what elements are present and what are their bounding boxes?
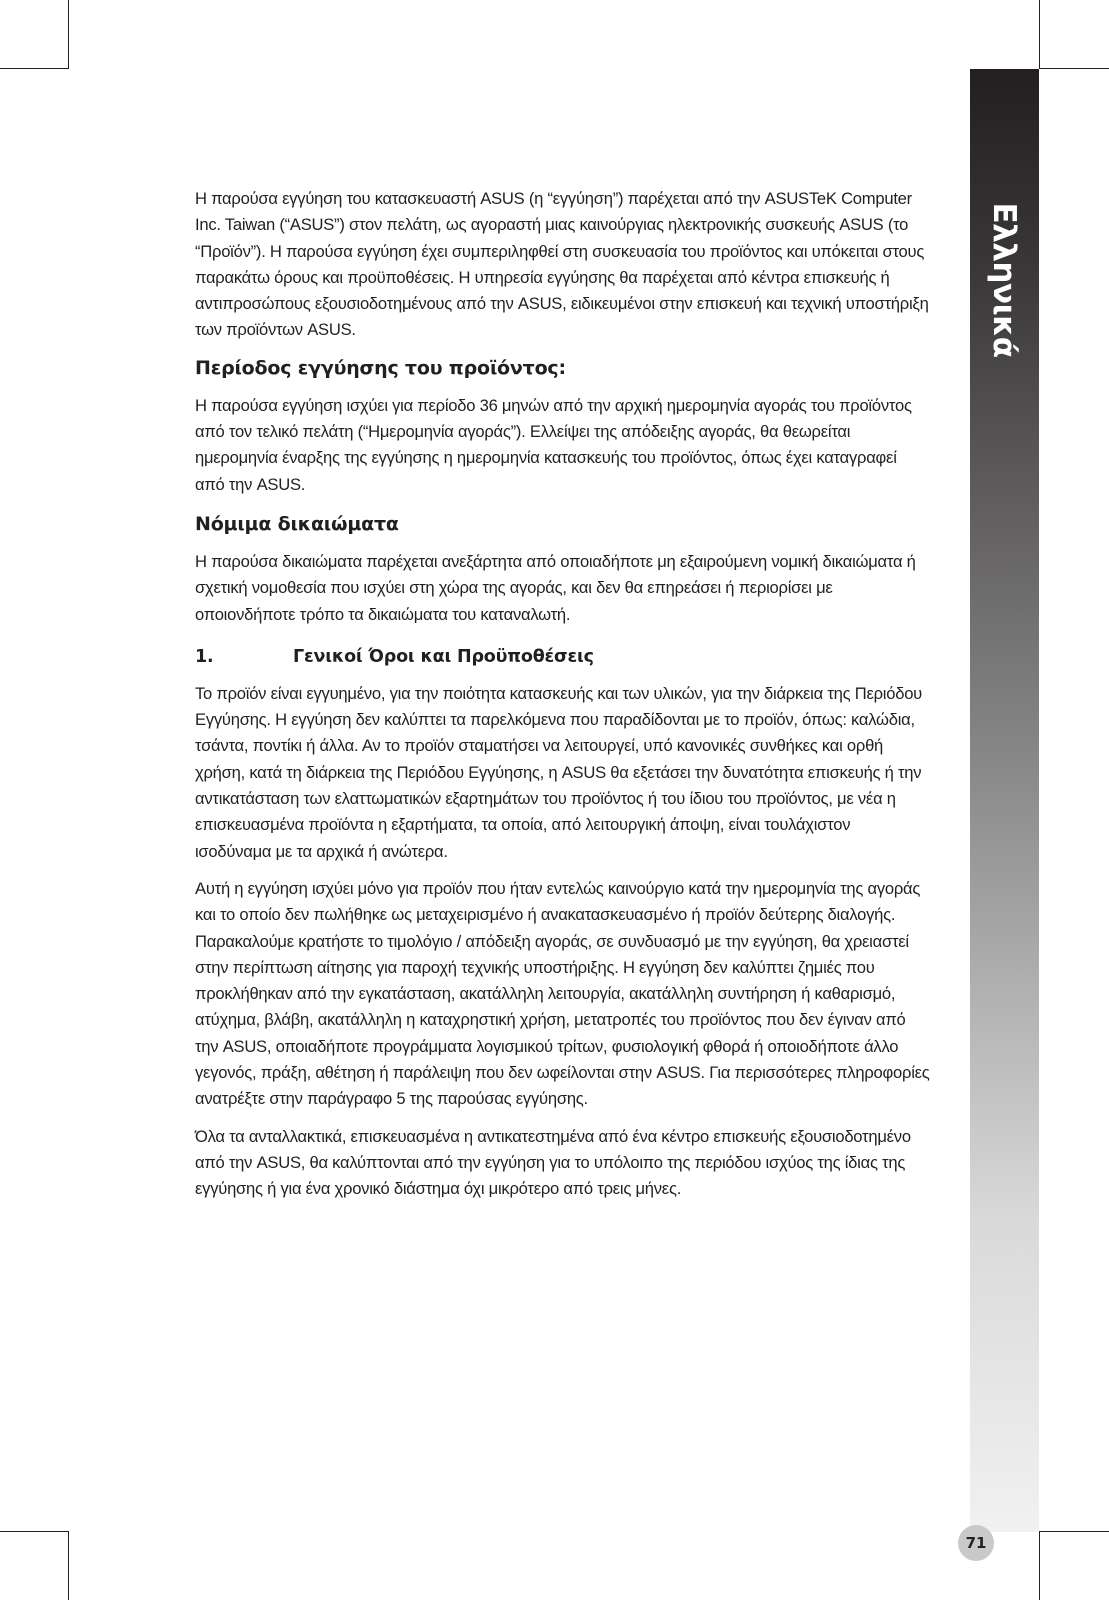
general-terms-paragraph: Το προϊόν είναι εγγυημένο, για την ποιότητα κατασκευής και των υλικών, για την διάρκεια της Περιόδου Εγγύησης. Η εγγύηση δεν καλύπτει τα παρελκόμενα που παραδίδονται με το προϊόν, όπως: καλώδια, τσάντα, ποντίκι ή άλλα. Αν το προϊόν σταματήσει να λειτουργεί, υπό κανονικές συνθήκες και ορθή χρήση, κατά τη διάρκεια της Περιόδου Εγγύησης, η ASUS θα εξετάσει την δυνατότητα επισκευής ή την αντικατάσταση των ελαττωματικών εξαρτημάτων του προϊόντος ή του ίδιου του προϊόντος, με νέα η επισκευασμένα προϊόντα η εξαρτήματα, τα οποία, από λειτουργική άποψη, είναι τουλάχιστον ισοδύναμα με τα αρχικά ή ανώτερα. [195,683,922,861]
section-number: 1. [195,646,214,667]
general-terms-paragraph: Αυτή η εγγύηση ισχύει μόνο για προϊόν που ήταν εντελώς καινούργιο κατά την ημερομηνία της αγοράς και το οποίο δεν πωλήθηκε ως μεταχειρισμένο ή ανακατασκευασμένο ή προϊόν δεύτερης διαλογής. Παρακαλούμε κρατήστε το τιμολόγιο / απόδειξη αγοράς, σε συνδυασμό με την εγγύηση, θα χρειαστεί στην περίπτωση αίτησης για παροχή τεχνικής υποστήριξης. Η εγγύηση δεν καλύπτει ζημιές που προκλήθηκαν από την εγκατάσταση, ακατάλληλη λειτουργία, ακατάλληλη συντήρηση ή καθαρισμό, ατύχημα, βλάβη, ακατάλληλη η καταχρηστική χρήση, μετατροπές του προϊόντος που δεν έγιναν από την ASUS, οποιαδήποτε προγράμματα λογισμικού τρίτων, φυσιολογική φθορά ή οποιοδήποτε άλλο γεγονός, πράξη, αθέτηση ή παράλειψη που δεν ωφείλονται στην ASUS. Για περισσότερες πληροφορίες ανατρέξτε στην παράγραφο 5 της παρούσας εγγύησης. [195,878,930,1109]
crop-mark [1039,68,1109,69]
crop-mark [0,68,69,69]
legal-rights-heading: Νόμιμα δικαιώματα [195,512,399,535]
page-number: 71 [958,1525,994,1561]
document-body [195,186,930,1203]
crop-mark [0,1531,69,1532]
intro-paragraph: Η παρούσα εγγύηση του κατασκευαστή ASUS (η “εγγύηση”) παρέχεται από την ASUSTeK Computer Inc. Taiwan (“ASUS”) στον πελάτη, ως αγοραστή μιας καινούργιας ηλεκτρονικής συσκευής ASUS (το “Προϊόν”). Η παρούσα εγγύηση έχει συμπεριληφθεί στη συσκευασία του προϊόντος και υπόκειται στους παρακάτω όρους και προϋποθέσεις. Η υπηρεσία εγγύησης θα παρέχεται από κέντρα επισκευής ή αντιπροσώπους εξουσιοδοτημένους από την ASUS, ειδικευμένοι στην επισκευή και τεχνική υποστήριξη των προϊόντων ASUS. [195,189,929,340]
crop-mark [68,0,69,69]
crop-mark [68,1531,69,1600]
general-terms-heading [195,647,930,667]
crop-mark [1039,1531,1040,1600]
warranty-period-paragraph: Η παρούσα εγγύηση ισχύει για περίοδο 36 μηνών από την αρχική ημερομηνία αγοράς του προϊόντος από τον τελικό πελάτη (“Ημερομηνία αγοράς”). Ελλείψει της απόδειξης αγοράς, θα θεωρείται ημερομηνία έναρξης της εγγύησης η ημερομηνία κατασκευής του προϊόντος, όπως έχει καταγραφεί από την ASUS. [195,395,912,494]
section-title: Γενικοί Όροι και Προϋποθέσεις [293,646,594,667]
warranty-period-heading: Περίοδος εγγύησης του προϊόντος: [195,356,566,379]
crop-mark [1039,0,1040,69]
crop-mark [1039,1531,1109,1532]
legal-rights-paragraph: Η παρούσα δικαιώματα παρέχεται ανεξάρτητα από οποιαδήποτε μη εξαιρούμενη νομική δικαιώματα ή σχετική νομοθεσία που ισχύει στη χώρα της αγοράς, και δεν θα επηρεάσει ή περιορίσει με οποιονδήποτε τρόπο τα δικαιώματα του καταναλωτή. [195,551,916,624]
language-label: Ελληνικά [986,202,1022,358]
general-terms-paragraph: Όλα τα ανταλλακτικά, επισκευασμένα η αντικατεστημένα από ένα κέντρο επισκευής εξουσιοδοτημένο από την ASUS, θα καλύπτονται από την εγγύηση για το υπόλοιπο της περιόδου ισχύος της ίδιας της εγγύησης ή για ένα χρονικό διάστημα όχι μικρότερο από τρεις μήνες. [195,1126,911,1199]
